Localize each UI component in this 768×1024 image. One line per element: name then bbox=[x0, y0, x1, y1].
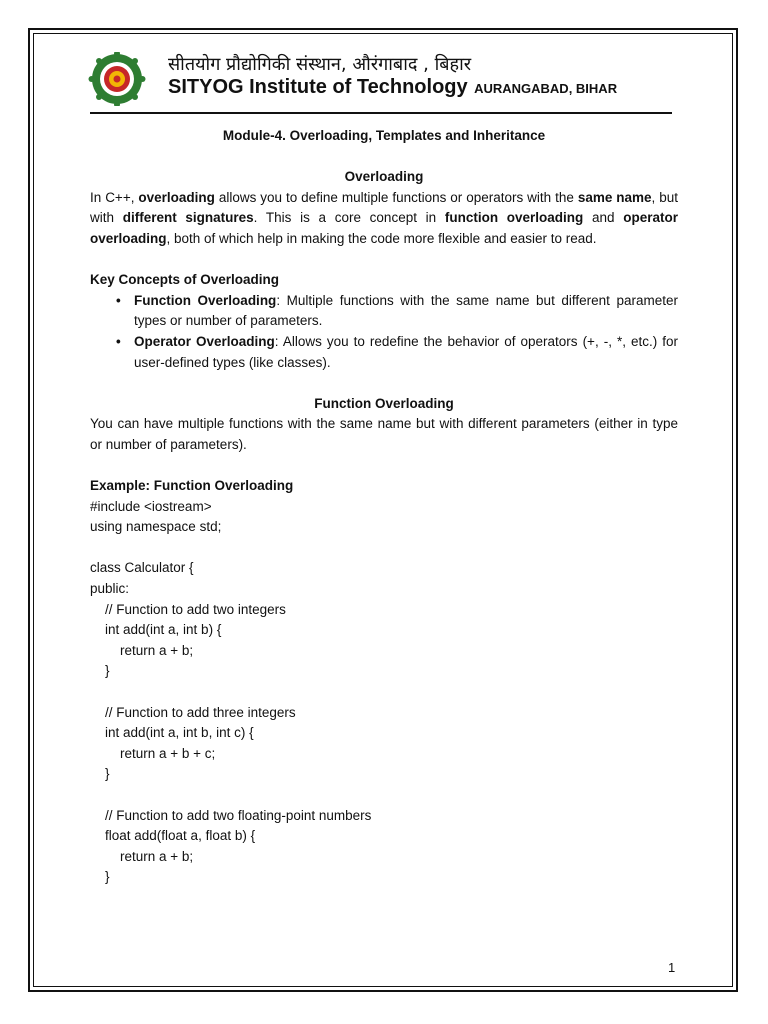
institute-header bbox=[86, 48, 676, 108]
institute-name: SITYOG Institute of Technology bbox=[168, 76, 468, 98]
module-title: Module-4. Overloading, Templates and Inheritance bbox=[222, 128, 546, 143]
english-institute-name bbox=[168, 76, 617, 99]
code-line: public: bbox=[90, 581, 130, 597]
code-line bbox=[90, 682, 678, 703]
code-line: // Function to add three integers bbox=[90, 704, 296, 720]
overloading-paragraph: In C++, overloading allows you to define multiple functions or operators with the same name, but with different signatures. This is a core concept in function overloading and operator overloading, both of which help in making the code more flexible and easier to read. bbox=[90, 189, 678, 246]
hindi-institute-name: सीतयोग प्रौद्योगिकी संस्थान, औरंगाबाद , बिहार bbox=[168, 54, 472, 75]
example-heading: Example: Function Overloading bbox=[90, 478, 294, 494]
code-line: int add(int a, int b) { bbox=[90, 622, 222, 638]
page-number: 1 bbox=[668, 960, 676, 975]
code-line: } bbox=[90, 766, 110, 782]
key-concepts-list bbox=[90, 291, 678, 373]
code-line: return a + b; bbox=[90, 642, 194, 658]
list-item: • Operator Overloading: Allows you to redefine the behavior of operators (+, -, *, etc.) for user-defined types (like classes). bbox=[134, 332, 678, 373]
section-heading-function-overloading: Function Overloading bbox=[314, 395, 454, 411]
section-heading-overloading: Overloading bbox=[344, 169, 424, 185]
code-line: using namespace std; bbox=[90, 519, 222, 535]
key-concepts-heading: Key Concepts of Overloading bbox=[90, 272, 280, 288]
code-line: return a + b + c; bbox=[90, 745, 216, 761]
code-line: #include <iostream> bbox=[90, 498, 212, 514]
institute-location: AURANGABAD, BIHAR bbox=[474, 81, 618, 96]
code-line: } bbox=[90, 663, 110, 679]
code-line: int add(int a, int b, int c) { bbox=[90, 725, 254, 741]
list-item: • Function Overloading: Multiple functions with the same name but different parameter types or number of parameters. bbox=[134, 291, 678, 332]
code-line bbox=[90, 785, 678, 806]
function-overloading-paragraph: You can have multiple functions with the same name but with different parameters (either in type or number of parameters). bbox=[90, 416, 678, 452]
code-line bbox=[90, 538, 678, 559]
code-line: // Function to add two floating-point numbers bbox=[90, 807, 372, 823]
code-line: float add(float a, float b) { bbox=[90, 828, 256, 844]
code-line: // Function to add two integers bbox=[90, 601, 286, 617]
code-line: return a + b; bbox=[90, 848, 194, 864]
header-divider bbox=[90, 112, 672, 114]
code-block bbox=[90, 497, 678, 888]
institute-emblem-icon bbox=[88, 52, 146, 106]
code-line: } bbox=[90, 869, 110, 885]
code-line: class Calculator { bbox=[90, 560, 194, 576]
document-body bbox=[90, 126, 678, 888]
